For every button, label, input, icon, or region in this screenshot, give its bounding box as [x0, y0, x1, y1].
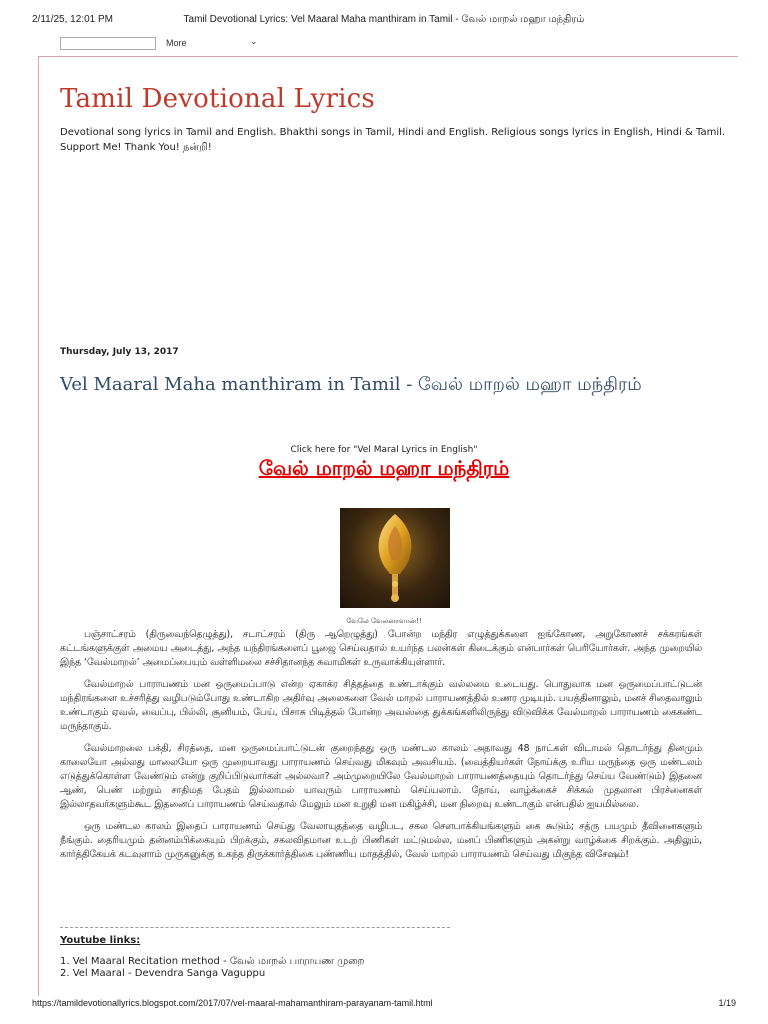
page-number: 1/19: [718, 998, 736, 1008]
print-footer: [32, 998, 736, 1010]
navbar-more-link[interactable]: More: [166, 38, 187, 48]
post-heading: வேல் மாறல் மஹா மந்திரம்: [258, 456, 510, 480]
post-date: Thursday, July 13, 2017: [60, 347, 179, 357]
blog-support-text: Support Me! Thank You! நன்றி!: [60, 142, 212, 153]
vel-image: [340, 508, 450, 608]
print-page-title: Tamil Devotional Lyrics: Vel Maaral Maha manthiram in Tamil - வேல் மாறல் மஹா மந்திரம்: [183, 14, 585, 25]
paragraph: வேல்மாறல் பாராயணம் மன ஒருமைப்பாடு என்ற ஏகாக்ர சித்தத்தை உண்டாக்கும் வல்லமை உடையது. பொதுவாக மன ஒருமைப்பாட்டுடன் மந்திரங்களை உச்சரித்து வழிபடும்போது உண்டாகிற அதிர்வு அலைகளை வேல் மாறல் பாராயணத்தில் உணர முடியும். பயத்தினாலும், மனச் சிதைவாலும் உண்டாகும் ஏவல், வைப்பு, பில்லி, சூனியம், பேய், பிசாசு பிடித்தல் போன்ற அவஸ்தை துக்கங்களிலிருந்து விடுவிக்க வேல்மாறல் பாராயணம் கைகண்ட மருந்தாகும்.: [60, 679, 702, 732]
post-title[interactable]: Vel Maaral Maha manthiram in Tamil - வேல் மாறல் மஹா மந்திரம்: [60, 374, 642, 395]
paragraph: வேல்மாறலை பக்தி, சிரத்தை, மன ஒருமைப்பாட்டுடன் குறைந்தது ஒரு மண்டல காலம் அதாவது 48 நாட்கள் விடாமல் தொடர்ந்து தினமும் காலையோ அல்லது மாலையோ ஒரு முறையாவது பாராயணம் செய்வது மிகவும் அவசியம். (வைத்தியர்கள் நோய்க்கு உரிய மருந்தை ஒரு மண்டலம் எடுத்துக்கொள்ள வேண்டும் என்று குறிப்பிடுவார்கள் அல்லவா? அம்முறையிலே வேல்மாறல் பாராயணத்தையும் தொடர்ந்து செய்ய வேண்டும்) இதனை ஆண், பெண் மற்றும் சாதிமத பேதம் இல்லாமல் யாவரும் பாராயணம் செய்யலாம். நோய், வாழ்க்கைச் சிக்கல் முதலான பிரச்னைகள் இல்லாதவர்களும்கூட இதனைப் பாராயணம் செய்வதால் மேலும் மன உறுதி மன மகிழ்ச்சி, மன நிறைவு உண்டாகும் என்பதில் ஐயமில்லை.: [60, 743, 702, 810]
youtube-links-list: [60, 956, 364, 980]
blogger-navbar: [60, 37, 310, 51]
vel-spear-icon: [340, 508, 450, 608]
youtube-link[interactable]: 1. Vel Maaral Recitation method - வேல் மாறல் பாராயண முறை: [60, 956, 365, 967]
blog-title[interactable]: Tamil Devotional Lyrics: [60, 84, 375, 114]
navbar-search-input[interactable]: [60, 37, 156, 50]
divider: [60, 927, 450, 928]
image-caption: வேலே வேலனாவான்!!: [346, 617, 422, 625]
english-lyrics-link[interactable]: Click here for "Vel Maral Lyrics in English": [290, 445, 478, 455]
blog-description: [60, 125, 736, 155]
print-header: [32, 14, 736, 28]
chevron-down-icon[interactable]: ⌄: [250, 36, 258, 46]
print-url: https://tamildevotionallyrics.blogspot.com/2017/07/vel-maaral-mahamanthiram-parayanam-tamil.html: [32, 998, 433, 1008]
post-body: [60, 628, 702, 870]
paragraph: பஞ்சாட்சரம் (திருவைந்தெழுத்து), சடாட்சரம் (திரு ஆறெழுத்து) போன்ற மந்திர எழுத்துக்களை ஐங்கோண, அறுகோணச் சக்கரங்கள் கட்டங்களுக்குள் அமைய அடைத்து, அந்த யந்திரங்களைப் பூஜை செய்வதால் உயர்ந்த பலன்கள் கிடைக்கும் என்பார்கள் பெரியோர்கள். அந்த முறையில் இந்த ‘வேல்மாறல்’ அமைப்பையும் வள்ளிமலை சச்சிதானந்த சுவாமிகள் உருவாக்கியுள்ளார்.: [60, 629, 702, 668]
blog-description-text: Devotional song lyrics in Tamil and English. Bhakthi songs in Tamil, Hindi and English. Religious songs lyrics in English, Hindi & Tamil.: [60, 127, 726, 138]
print-datetime: 2/11/25, 12:01 PM: [32, 14, 113, 25]
youtube-link[interactable]: 2. Vel Maaral - Devendra Sanga Vaguppu: [60, 968, 266, 979]
youtube-links-label: Youtube links:: [60, 935, 141, 946]
paragraph: ஒரு மண்டல காலம் இதைப் பாராயணம் செய்து வேலாயுதத்தை வழிபட, சகல சௌபாக்கியங்களும் கை கூடும்; சத்ரு பயமும் தீவினைகளும் நீங்கும். தைரியமும் தன்னம்பிக்கையும் பிறக்கும், சகலவிதமான உடற் பிணிகள் மட்டுமல்ல, மனப் பிணிகளும் அகன்று வாழ்க்கை சிறக்கும். அதிலும், கார்த்திகேயக் கடவுளாம் முருகனுக்கு உகந்த திருக்கார்த்திகை புண்ணிய மாதத்தில், வேல் மாறல் பாராயணம் செய்வது மிகுந்த விசேஷம்!: [60, 821, 702, 860]
